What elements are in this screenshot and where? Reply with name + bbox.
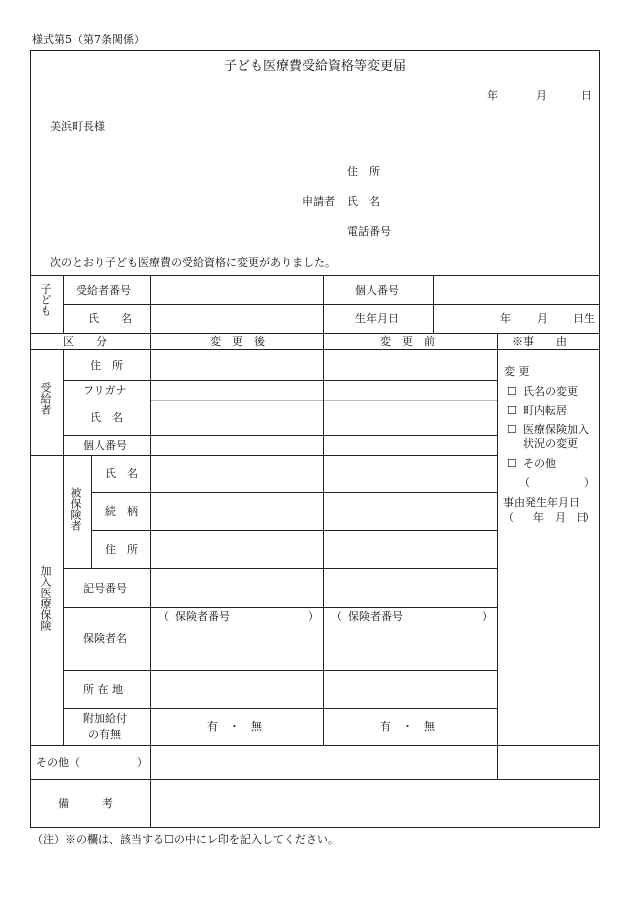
recipient-individual-number-label: 個人番号 [83, 439, 127, 452]
applicant-label: 申請者 [302, 195, 335, 208]
form-number: 様式第5（第7条関係） [32, 33, 145, 46]
birthdate-label: 生年月日 [355, 312, 399, 325]
reason-moving: 町内転居 [523, 404, 567, 417]
column-reason: ※事 由 [512, 335, 567, 348]
checkbox-other[interactable]: ☐ [507, 457, 517, 470]
date-month: 月 [536, 89, 547, 102]
recipient-name-label: 氏 名 [90, 411, 123, 424]
statement: 次のとおり子ども医療費の受給資格に変更がありました。 [50, 256, 336, 269]
recipient-side-label: 受給者 [39, 382, 52, 415]
date-year: 年 [487, 89, 498, 102]
reason-heading: 変 更 [504, 365, 530, 378]
yes-no-before[interactable]: 有 ・ 無 [380, 720, 435, 733]
additional-benefit-label-1: 附加給付 [83, 712, 127, 725]
insured-address-label: 住 所 [105, 543, 138, 556]
yes-no-after[interactable]: 有 ・ 無 [207, 720, 262, 733]
addressee: 美浜町長様 [50, 120, 105, 133]
occurrence-month: 月 [555, 511, 566, 524]
other-label: その他（ [36, 756, 80, 769]
reason-insurance-change-2: 状況の変更 [523, 437, 578, 450]
form-title: 子ども医療費受給資格等変更届 [223, 59, 406, 74]
applicant-address-label: 住 所 [347, 165, 380, 178]
location-label: 所 在 地 [83, 683, 123, 696]
footnote: （注）※の欄は、該当する☐の中にレ印を記入してください。 [32, 833, 339, 846]
insurer-number-before-label: 保険者番号 [348, 610, 403, 623]
reason-other: その他 [523, 457, 556, 470]
child-individual-number-label: 個人番号 [355, 284, 399, 297]
insured-side-label: 被保険者 [69, 487, 82, 531]
checkbox-moving[interactable]: ☐ [507, 404, 517, 417]
birth-year: 年 [500, 312, 511, 325]
occurrence-date-label: 事由発生年月日 [503, 496, 580, 509]
symbol-number-label: 記号番号 [83, 582, 127, 595]
column-category: 区 分 [63, 335, 107, 348]
occurrence-day: 日 [576, 511, 587, 524]
child-side-label: 子ども [39, 283, 52, 316]
column-after: 変 更 後 [210, 335, 265, 348]
checkbox-insurance-change[interactable]: ☐ [507, 423, 517, 436]
applicant-phone-label: 電話番号 [347, 225, 391, 238]
column-before: 変 更 前 [380, 335, 435, 348]
insurer-name-label: 保険者名 [83, 632, 127, 645]
birth-day: 日生 [573, 312, 595, 325]
child-name-label: 氏 名 [88, 312, 132, 325]
insurer-number-after-label: 保険者番号 [175, 610, 230, 623]
recipient-address-label: 住 所 [90, 359, 123, 372]
date-day: 日 [581, 89, 592, 102]
occurrence-year: 年 [533, 511, 544, 524]
birth-month: 月 [537, 312, 548, 325]
remarks-label: 備 考 [58, 797, 113, 810]
recipient-number-label: 受給者番号 [76, 284, 131, 297]
checkbox-name-change[interactable]: ☐ [507, 385, 517, 398]
reason-insurance-change-1: 医療保険加入 [523, 423, 589, 436]
applicant-name-label: 氏 名 [347, 195, 380, 208]
insured-name-label: 氏 名 [105, 467, 138, 480]
recipient-furigana-label: フリガナ [83, 384, 127, 397]
reason-name-change: 氏名の変更 [523, 385, 578, 398]
insured-relationship-label: 続 柄 [105, 505, 138, 518]
additional-benefit-label-2: の有無 [88, 728, 121, 741]
insurance-side-label: 加入医療保険 [39, 565, 52, 631]
